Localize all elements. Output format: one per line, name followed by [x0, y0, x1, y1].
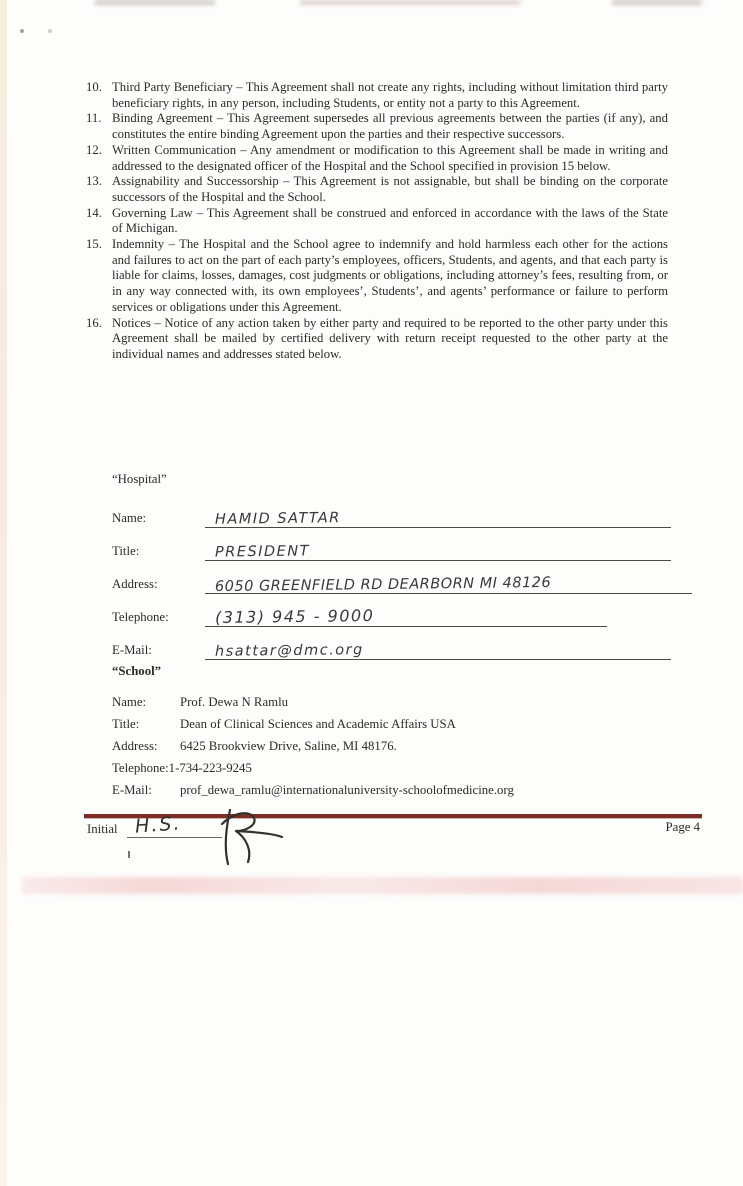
clause-15	[86, 237, 671, 316]
hospital-address-field	[205, 574, 692, 596]
clause-text: Written Communication – Any amendment or modification to this Agreement shall be made in writing and addressed to the designated officer of the Hospital and the School specified in provision 15 below.	[112, 142, 668, 173]
clause-text: Indemnity – The Hospital and the School agree to indemnify and hold harmless each other for the actions and failures to act on the part of each party’s employees, officers, Students, and agents, and that each party is liable for claims, losses, damages, cost judgments or obligations, including attorney’s fees, resulting from, or in any way connected with, its own employees’, Students’, and agents’ performance or failure to perform services or obligations under this Agreement.	[112, 237, 668, 314]
scan-artifact	[612, 0, 702, 5]
school-email-value: prof_dewa_ramlu@internationaluniversity-schoolofmedicine.org	[180, 783, 514, 797]
hospital-title-field	[205, 544, 671, 561]
clause-16	[86, 316, 671, 363]
signature-flourish-icon	[212, 804, 292, 868]
school-section	[112, 664, 692, 801]
school-heading: “School”	[112, 664, 162, 678]
hospital-telephone-row	[112, 594, 692, 627]
hospital-name-row	[112, 495, 692, 528]
clause-number: 13.	[86, 174, 102, 189]
field-label: E-Mail:	[112, 643, 152, 657]
clause-number: 10.	[86, 80, 102, 94]
field-label: Address:	[112, 739, 158, 753]
school-email-row	[112, 779, 692, 801]
school-name-row	[112, 691, 692, 713]
scan-pink-band	[22, 877, 743, 894]
field-label: Title:	[112, 717, 140, 731]
clause-13	[86, 174, 671, 205]
clause-number: 16.	[86, 315, 102, 330]
scan-artifact	[20, 29, 24, 33]
handwritten-name: HAMID SATTAR	[214, 510, 341, 528]
clause-list	[86, 80, 671, 363]
clause-10	[86, 80, 671, 111]
handwritten-telephone: (313) 945 - 9000	[214, 606, 375, 627]
handwritten-email: hsattar@dmc.org	[214, 642, 364, 660]
scan-artifact	[48, 29, 52, 33]
initial-label: Initial	[87, 822, 118, 836]
clause-number: 15.	[86, 237, 102, 252]
hospital-section	[112, 472, 692, 660]
page-footer	[0, 808, 743, 878]
hospital-address-row	[112, 561, 692, 594]
clause-number: 11.	[86, 111, 102, 126]
hospital-title-row	[112, 528, 692, 561]
clause-text: Notices – Notice of any action taken by either party and required to be reported to the other party under this Agreement shall be mailed by certified delivery with return receipt requested to the other party at the individual names and addresses stated below.	[112, 315, 668, 361]
handwritten-title: PRESIDENT	[214, 543, 311, 561]
hospital-heading: “Hospital”	[112, 472, 167, 486]
clause-text: Binding Agreement – This Agreement supersedes all previous agreements between the parties (if any), and constitutes the entire binding Agreement upon the parties and their respective successors.	[112, 111, 668, 142]
field-label: Name:	[112, 695, 147, 709]
hospital-email-row	[112, 627, 692, 660]
scan-artifact	[95, 0, 215, 5]
clause-12	[86, 143, 671, 174]
handwritten-initials: H.S.	[134, 812, 183, 838]
hospital-name-field	[205, 511, 671, 528]
hospital-email-field	[205, 643, 671, 660]
page-number: Page 4	[665, 820, 700, 834]
clause-text: Third Party Beneficiary – This Agreement shall not create any rights, including without limitation third party beneficiary rights, in any person, including Students, or entity not a party to this Agreement.	[112, 80, 668, 110]
scan-edge-strip	[0, 0, 7, 1186]
field-label: Name:	[112, 511, 147, 525]
school-name-value: Prof. Dewa N Ramlu	[180, 695, 289, 709]
school-title-row	[112, 713, 692, 735]
clause-number: 14.	[86, 205, 102, 220]
field-label: Telephone:	[112, 761, 169, 775]
clause-number: 12.	[86, 142, 102, 157]
handwritten-address: 6050 GREENFIELD RD DEARBORN MI 48126	[214, 574, 552, 596]
school-address-value: 6425 Brookview Drive, Saline, MI 48176.	[180, 739, 397, 753]
clause-text: Assignability and Successorship – This Agreement is not assignable, but shall be binding on the corporate successors of the Hospital and the School.	[112, 174, 668, 204]
field-label: Address:	[112, 577, 158, 591]
clause-14	[86, 206, 671, 237]
scan-artifact	[300, 0, 520, 5]
clause-11	[86, 111, 671, 142]
school-title-value: Dean of Clinical Sciences and Academic Affairs USA	[180, 717, 456, 731]
school-address-row	[112, 735, 692, 757]
school-telephone-row	[112, 757, 692, 779]
clause-text: Governing Law – This Agreement shall be construed and enforced in accordance with the laws of the State of Michigan.	[112, 205, 668, 236]
field-label: E-Mail:	[112, 783, 152, 797]
field-label: Title:	[112, 544, 140, 558]
field-label: Telephone:	[112, 610, 169, 624]
hospital-telephone-field	[205, 607, 607, 627]
school-telephone-value: 1-734-223-9245	[168, 761, 252, 775]
